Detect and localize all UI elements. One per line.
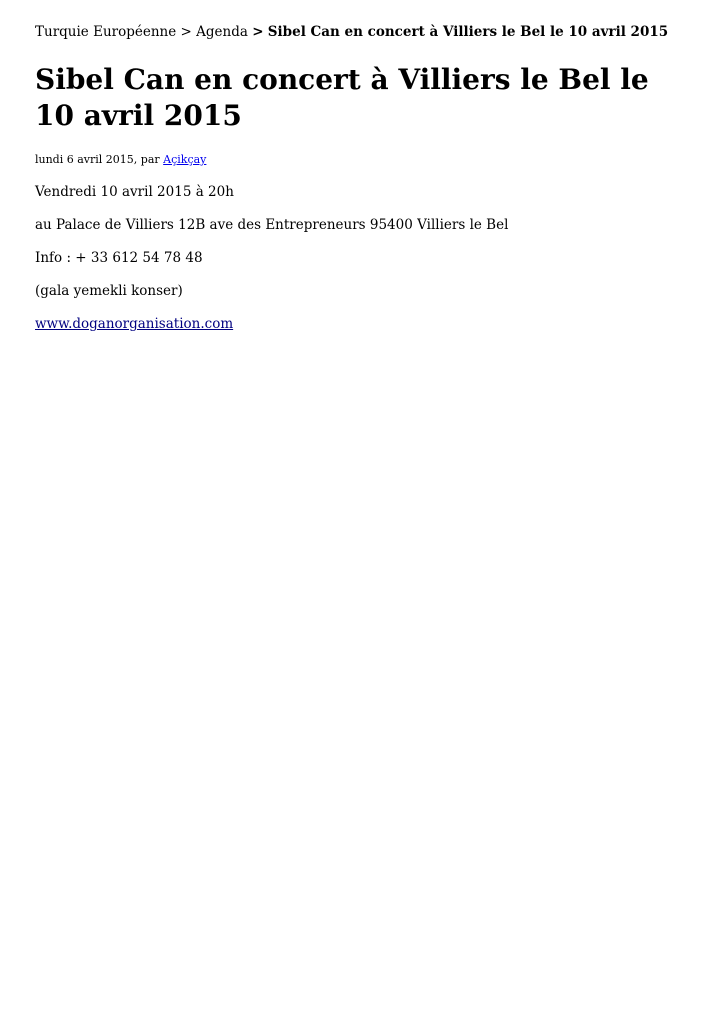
page-title: Sibel Can en concert à Villiers le Bel le 10 avril 2015 — [35, 63, 649, 132]
breadcrumb-separator: > — [180, 24, 192, 40]
author-link[interactable]: Açikçay — [163, 153, 207, 166]
article-page — [35, 22, 695, 334]
breadcrumb-separator: > — [252, 24, 264, 40]
breadcrumb-item-current: Sibel Can en concert à Villiers le Bel le 10 avril 2015 — [267, 24, 669, 40]
article-byline — [35, 152, 695, 168]
article-body — [35, 182, 695, 334]
article-date: lundi 6 avril 2015, par — [35, 153, 160, 166]
venue-paragraph: au Palace de Villiers 12B ave des Entrepreneurs 95400 Villiers le Bel — [35, 217, 509, 233]
event-type-paragraph: (gala yemekli konser) — [35, 283, 183, 299]
breadcrumb-item-site[interactable]: Turquie Européenne — [35, 24, 177, 40]
website-link[interactable]: www.doganorganisation.com — [35, 316, 234, 332]
website-paragraph — [35, 314, 695, 334]
info-phone-paragraph: Info : + 33 612 54 78 48 — [35, 250, 203, 266]
breadcrumb — [35, 22, 695, 42]
breadcrumb-item-section[interactable]: Agenda — [196, 24, 248, 40]
event-date-paragraph: Vendredi 10 avril 2015 à 20h — [35, 184, 234, 200]
